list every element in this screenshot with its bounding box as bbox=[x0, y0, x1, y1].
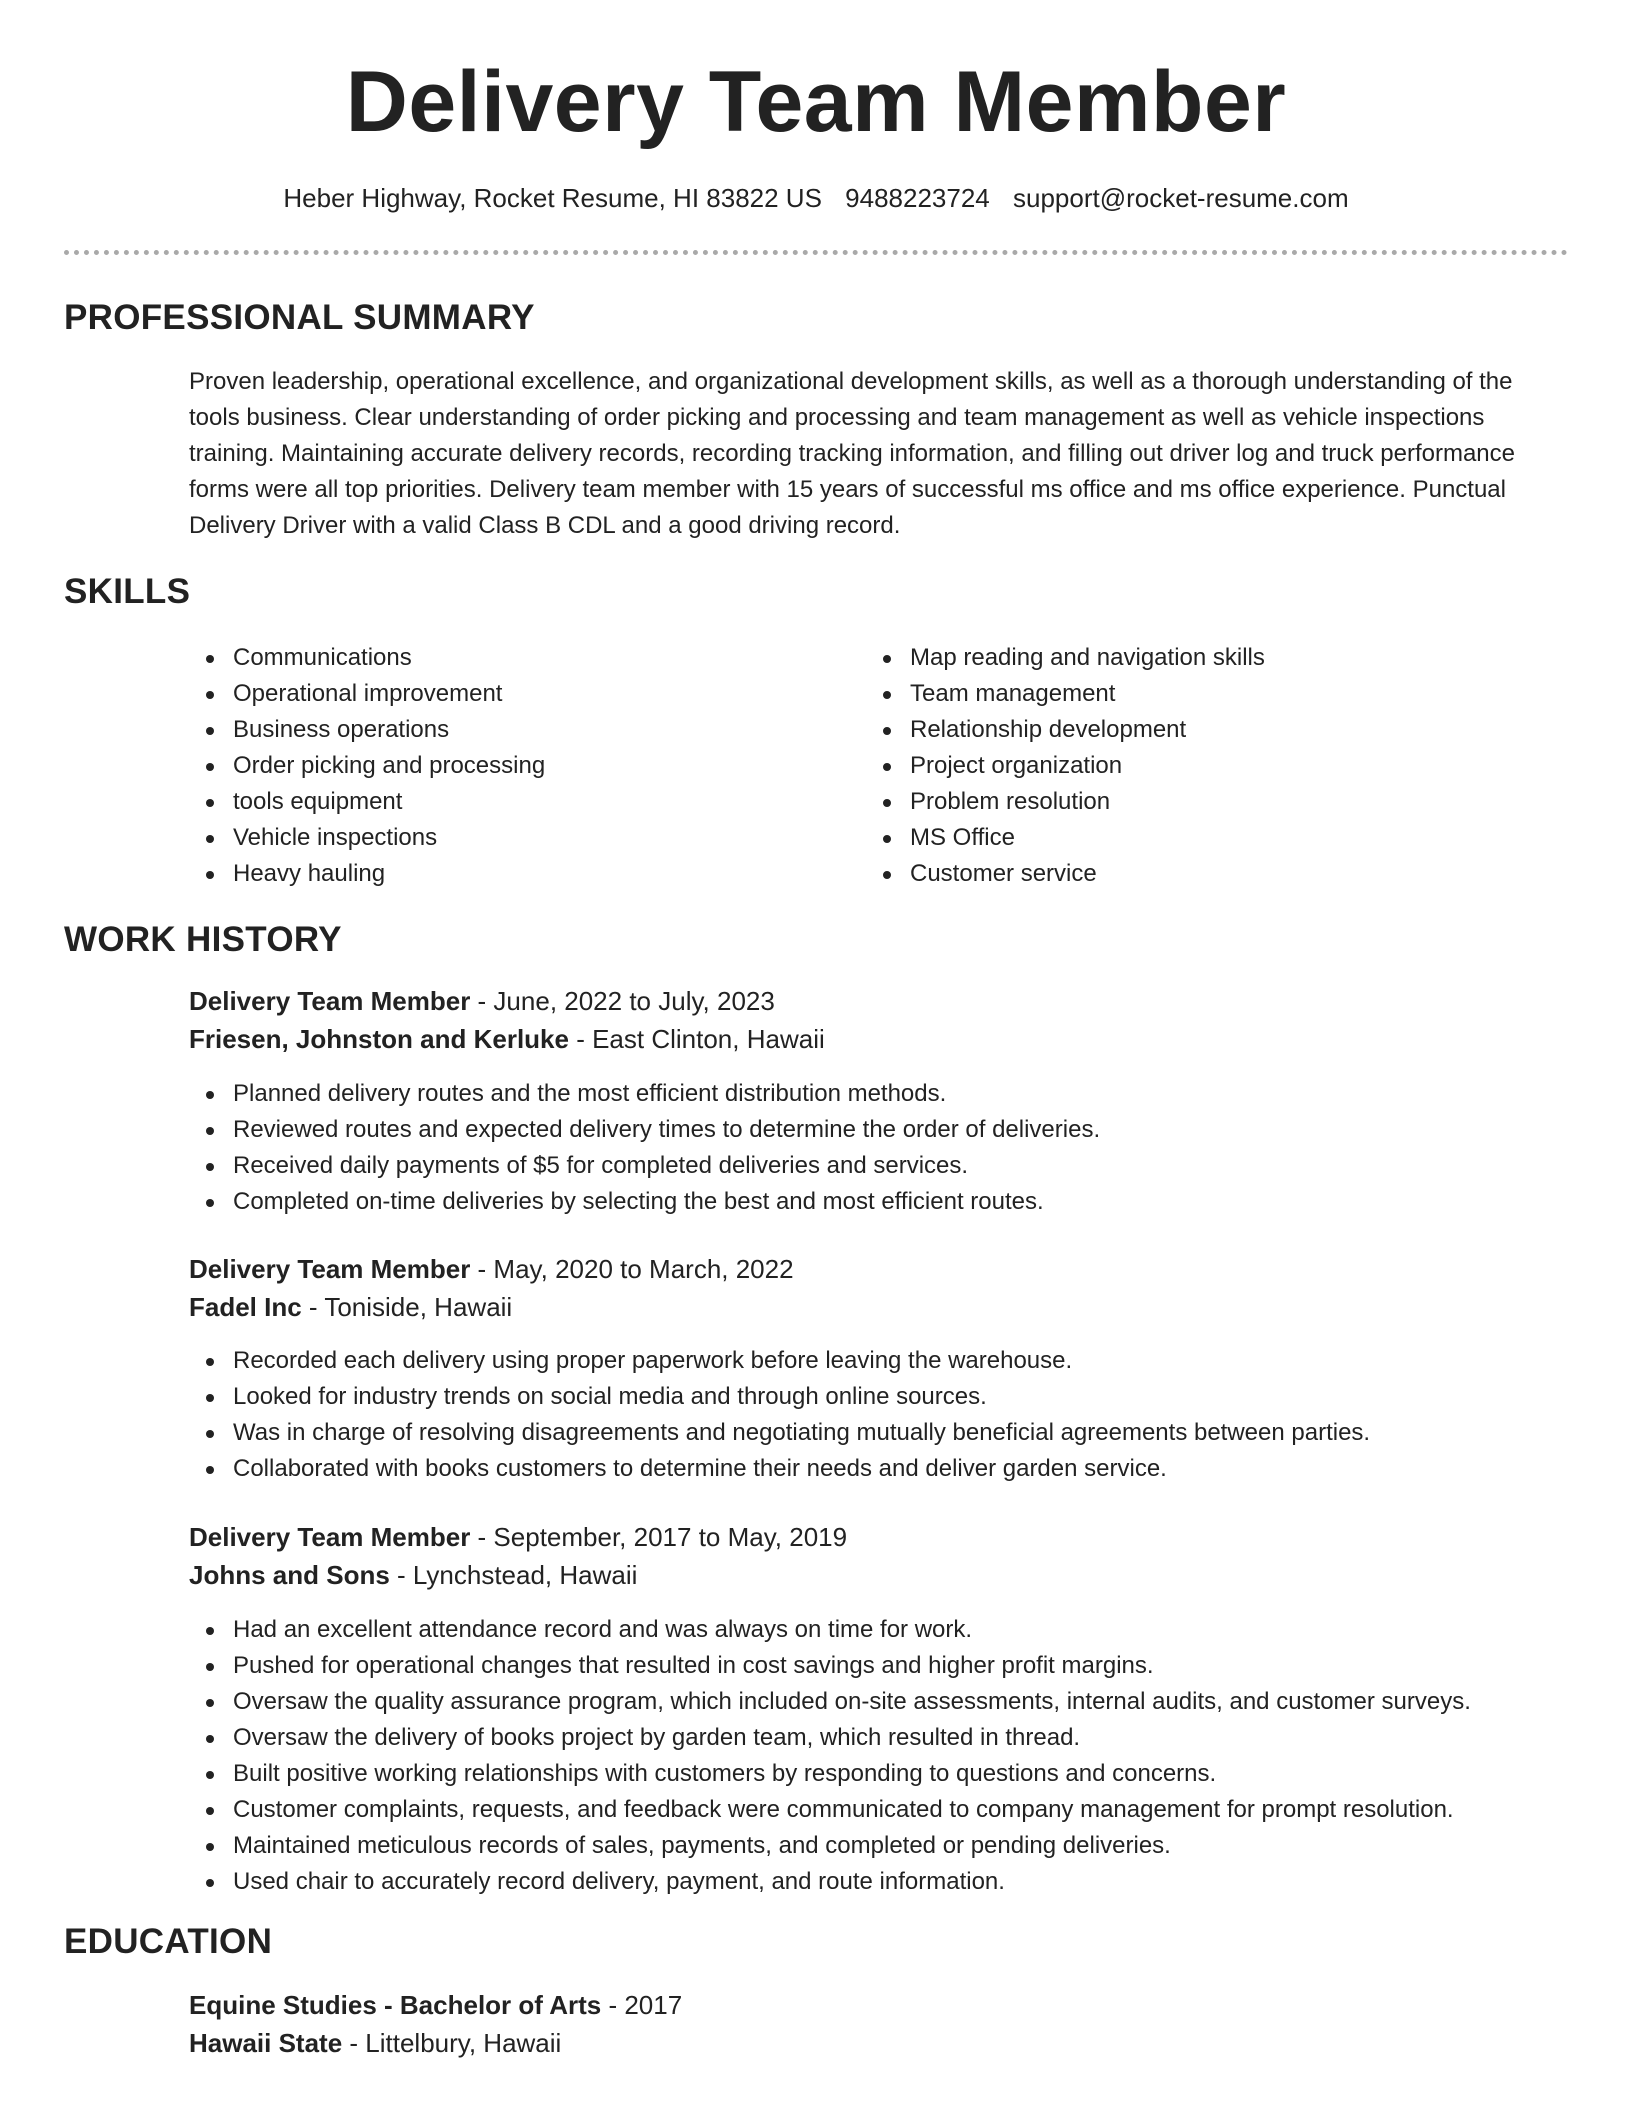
skill-item: Map reading and navigation skills bbox=[866, 640, 1265, 676]
job-location: - Toniside, Hawaii bbox=[301, 1292, 513, 1322]
job-bullet: Oversaw the delivery of books project by garden team, which resulted in thread. bbox=[189, 1720, 1589, 1756]
job-dates: - June, 2022 to July, 2023 bbox=[470, 986, 775, 1016]
candidate-name: Delivery Team Member bbox=[345, 54, 1287, 150]
job-location: - East Clinton, Hawaii bbox=[568, 1024, 825, 1054]
section-title-skills: SKILLS bbox=[64, 572, 191, 611]
skill-item: Relationship development bbox=[866, 712, 1265, 748]
skills-list-left bbox=[189, 640, 545, 892]
summary-text: Proven leadership, operational excellence, and organizational development skills, as well as a thorough understanding of the tools business. Clear understanding of order picking and processing and team management as well as vehicle inspections training. Maintaining accurate delivery records, recording tracking information, and filling out driver log and truck performance forms were all top priorities. Delivery team member with 15 years of successful ms office and ms office experience. Punctual Delivery Driver with a valid Class B CDL and a good driving record. bbox=[189, 368, 1515, 539]
skill-item: Team management bbox=[866, 676, 1265, 712]
skill-item: Project organization bbox=[866, 748, 1265, 784]
address: Heber Highway, Rocket Resume, HI 83822 US bbox=[283, 183, 822, 213]
job-title-line bbox=[189, 982, 775, 1020]
phone: 9488223724 bbox=[845, 183, 990, 213]
job-bullets bbox=[189, 1612, 1589, 1900]
job-company-line bbox=[189, 1020, 825, 1058]
skill-item: Heavy hauling bbox=[189, 856, 545, 892]
job-bullet: Was in charge of resolving disagreements and negotiating mutually beneficial agreements between parties. bbox=[189, 1415, 1589, 1451]
skill-item: tools equipment bbox=[189, 784, 545, 820]
job-location: - Lynchstead, Hawaii bbox=[389, 1560, 638, 1590]
email: support@rocket-resume.com bbox=[1013, 183, 1349, 213]
job-role: Delivery Team Member bbox=[189, 986, 471, 1016]
job-title-line bbox=[189, 1250, 794, 1288]
job-bullet: Oversaw the quality assurance program, which included on-site assessments, internal audits, and customer surveys. bbox=[189, 1684, 1589, 1720]
skill-item: Customer service bbox=[866, 856, 1265, 892]
job-company-line bbox=[189, 1288, 512, 1326]
job-company: Friesen, Johnston and Kerluke bbox=[189, 1024, 569, 1054]
job-bullet: Completed on-time deliveries by selecting the best and most efficient routes. bbox=[189, 1184, 1589, 1220]
education-year: - 2017 bbox=[601, 1990, 683, 2020]
skill-item: MS Office bbox=[866, 820, 1265, 856]
header-divider bbox=[64, 250, 1568, 255]
section-title-work-history: WORK HISTORY bbox=[64, 920, 342, 959]
job-bullet: Received daily payments of $5 for completed deliveries and services. bbox=[189, 1148, 1589, 1184]
skill-item: Vehicle inspections bbox=[189, 820, 545, 856]
education-school: Hawaii State bbox=[189, 2028, 343, 2058]
education-school-line bbox=[189, 2024, 561, 2062]
job-bullet: Customer complaints, requests, and feedback were communicated to company management for prompt resolution. bbox=[189, 1792, 1589, 1828]
job-dates: - May, 2020 to March, 2022 bbox=[470, 1254, 794, 1284]
job-bullet: Used chair to accurately record delivery, payment, and route information. bbox=[189, 1864, 1589, 1900]
skill-item: Business operations bbox=[189, 712, 545, 748]
job-bullets bbox=[189, 1076, 1589, 1220]
job-bullet: Looked for industry trends on social media and through online sources. bbox=[189, 1379, 1589, 1415]
job-bullet: Built positive working relationships with customers by responding to questions and concerns. bbox=[189, 1756, 1589, 1792]
job-company-line bbox=[189, 1556, 637, 1594]
job-dates: - September, 2017 to May, 2019 bbox=[470, 1522, 848, 1552]
job-bullet: Had an excellent attendance record and was always on time for work. bbox=[189, 1612, 1589, 1648]
skill-item: Order picking and processing bbox=[189, 748, 545, 784]
job-bullet: Planned delivery routes and the most efficient distribution methods. bbox=[189, 1076, 1589, 1112]
job-bullet: Recorded each delivery using proper paperwork before leaving the warehouse. bbox=[189, 1343, 1589, 1379]
job-company: Johns and Sons bbox=[189, 1560, 390, 1590]
skill-item: Communications bbox=[189, 640, 545, 676]
skill-item: Problem resolution bbox=[866, 784, 1265, 820]
education-degree: Equine Studies - Bachelor of Arts bbox=[189, 1990, 602, 2020]
job-bullets bbox=[189, 1343, 1589, 1487]
job-bullet: Pushed for operational changes that resulted in cost savings and higher profit margins. bbox=[189, 1648, 1589, 1684]
job-bullet: Collaborated with books customers to determine their needs and deliver garden service. bbox=[189, 1451, 1589, 1487]
skill-item: Operational improvement bbox=[189, 676, 545, 712]
education-degree-line bbox=[189, 1986, 682, 2024]
job-bullet: Maintained meticulous records of sales, payments, and completed or pending deliveries. bbox=[189, 1828, 1589, 1864]
job-bullet: Reviewed routes and expected delivery times to determine the order of deliveries. bbox=[189, 1112, 1589, 1148]
section-title-education: EDUCATION bbox=[64, 1922, 273, 1961]
job-role: Delivery Team Member bbox=[189, 1522, 471, 1552]
skills-list-right bbox=[866, 640, 1265, 892]
job-company: Fadel Inc bbox=[189, 1292, 302, 1322]
contact-line bbox=[0, 180, 1632, 216]
education-location: - Littelbury, Hawaii bbox=[342, 2028, 562, 2058]
job-title-line bbox=[189, 1518, 847, 1556]
section-title-summary: PROFESSIONAL SUMMARY bbox=[64, 298, 535, 337]
job-role: Delivery Team Member bbox=[189, 1254, 471, 1284]
